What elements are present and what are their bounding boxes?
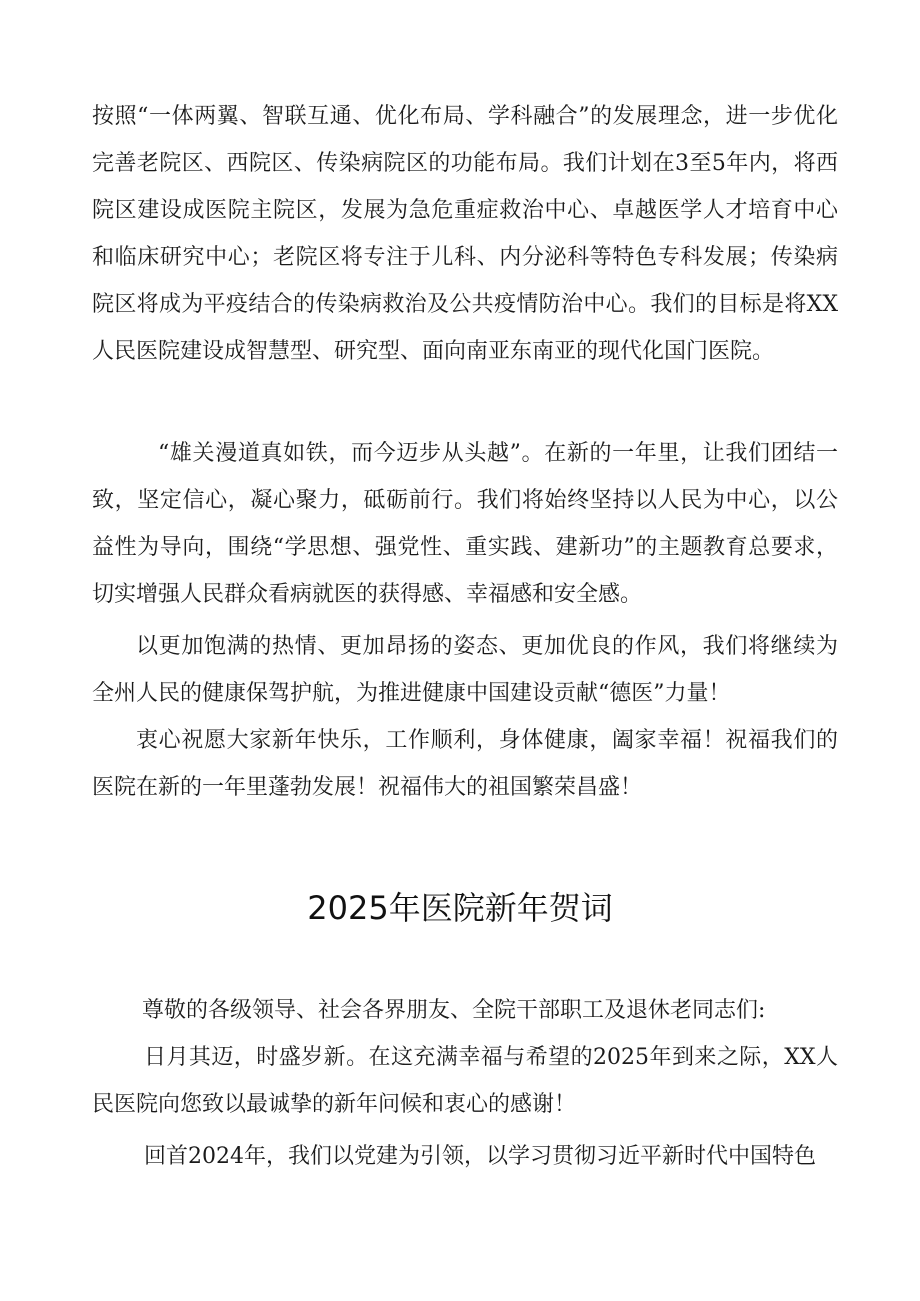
body-paragraph-greeting: 日月其迈，时盛岁新。在这充满幸福与希望的2025年到来之际，XX人民医院向您致以最诚挚的新年问候和衷心的感谢！ — [92, 1045, 838, 1117]
body-paragraph-review: 回首2024年，我们以党建为引领，以学习贯彻习近平新时代中国特色 — [144, 1144, 816, 1169]
body-paragraph-development-plan: 按照“一体两翼、智联互通、优化布局、学科融合”的发展理念，进一步优化完善老院区、西院区、传染病院区的功能布局。我们计划在3至5年内，将西院区建设成医院主院区，发展为急危重症救治中心、卓越医学人才培育中心和临床研究中心；老院区将专注于儿科、内分泌科等特色专科发展；传染病院区将成为平疫结合的传染病救治及公共疫情防治中心。我们的目标是将XX人民医院建设成智慧型、研究型、面向南亚东南亚的现代化国门医院。 — [92, 104, 838, 364]
body-paragraph-wishes: 衷心祝愿大家新年快乐，工作顺利，身体健康，阖家幸福！祝福我们的医院在新的一年里蓬勃发展！祝福伟大的祖国繁荣昌盛！ — [92, 728, 838, 800]
section-title: 2025年医院新年贺词 — [307, 889, 613, 927]
salutation-line: 尊敬的各级领导、社会各界朋友、全院干部职工及退休老同志们: — [142, 998, 766, 1023]
body-paragraph-unity: “雄关漫道真如铁，而今迈步从头越”。在新的一年里，让我们团结一致，坚定信心，凝心聚力，砥砺前行。我们将始终坚持以人民为中心，以公益性为导向，围绕“学思想、强党性、重实践、建新功”的主题教育总要求，切实增强人民群众看病就医的获得感、幸福感和安全感。 — [92, 441, 838, 607]
body-paragraph-commitment: 以更加饱满的热情、更加昂扬的姿态、更加优良的作风，我们将继续为全州人民的健康保驾护航，为推进健康中国建设贡献“德医”力量！ — [92, 634, 838, 706]
